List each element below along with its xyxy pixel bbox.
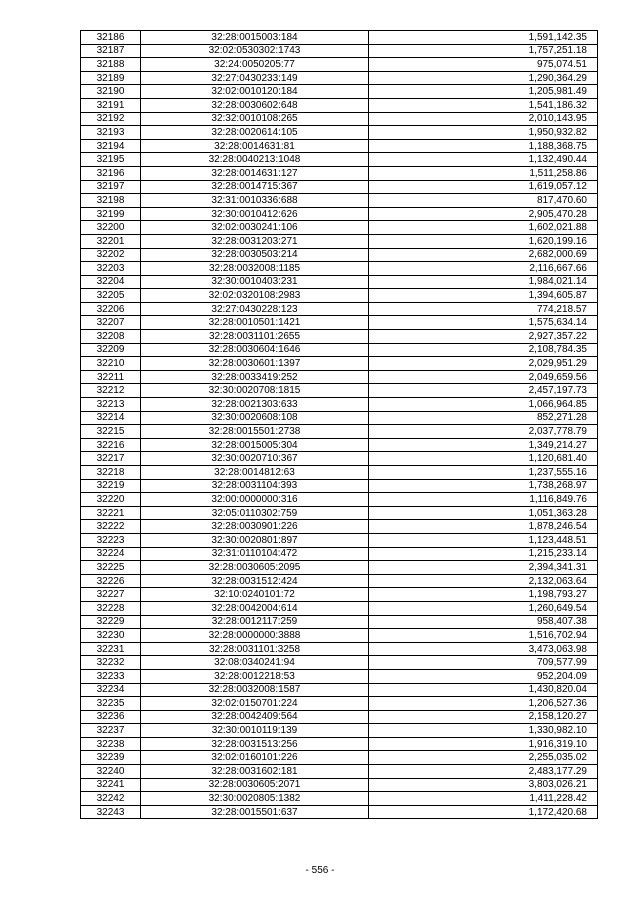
cadastral-value-cell: 2,049,659.56 <box>369 370 598 384</box>
row-number-cell: 32241 <box>81 778 141 792</box>
row-number-cell: 32191 <box>81 98 141 112</box>
cadastral-value-cell: 852,271.28 <box>369 411 598 425</box>
row-number-cell: 32229 <box>81 615 141 629</box>
row-number-cell: 32186 <box>81 31 141 45</box>
row-number-cell: 32199 <box>81 207 141 221</box>
cadastral-value-cell: 1,516,702.94 <box>369 629 598 643</box>
row-number-cell: 32222 <box>81 520 141 534</box>
cadastral-value-cell: 1,757,251.18 <box>369 44 598 58</box>
table-row <box>81 438 598 452</box>
row-number-cell: 32239 <box>81 751 141 765</box>
cadastral-value-cell: 1,120,681.40 <box>369 452 598 466</box>
row-number-cell: 32201 <box>81 234 141 248</box>
cadastral-value-cell: 1,123,448.51 <box>369 533 598 547</box>
row-number-cell: 32197 <box>81 180 141 194</box>
table-row <box>81 751 598 765</box>
cadastral-number-cell: 32:30:0020710:367 <box>141 452 369 466</box>
row-number-cell: 32231 <box>81 642 141 656</box>
table-row <box>81 289 598 303</box>
cadastral-value-cell: 1,620,199.16 <box>369 234 598 248</box>
cadastral-number-cell: 32:28:0000000:3888 <box>141 629 369 643</box>
cadastral-value-cell: 2,255,035.02 <box>369 751 598 765</box>
cadastral-value-cell: 2,927,357.22 <box>369 330 598 344</box>
table-row <box>81 615 598 629</box>
row-number-cell: 32219 <box>81 479 141 493</box>
table-row <box>81 126 598 140</box>
cadastral-value-cell: 1,430,820.04 <box>369 683 598 697</box>
cadastral-value-cell: 817,470.60 <box>369 194 598 208</box>
row-number-cell: 32190 <box>81 85 141 99</box>
row-number-cell: 32236 <box>81 710 141 724</box>
cadastral-number-cell: 32:28:0032008:1587 <box>141 683 369 697</box>
cadastral-value-cell: 3,473,063.98 <box>369 642 598 656</box>
cadastral-number-cell: 32:10:0240101:72 <box>141 588 369 602</box>
table-row <box>81 710 598 724</box>
cadastral-value-cell: 2,158,120.27 <box>369 710 598 724</box>
cadastral-value-cell: 709,577.99 <box>369 656 598 670</box>
cadastral-number-cell: 32:27:0430228:123 <box>141 302 369 316</box>
cadastral-value-cell: 1,260,649.54 <box>369 601 598 615</box>
table-row <box>81 452 598 466</box>
cadastral-number-cell: 32:31:0110104:472 <box>141 547 369 561</box>
cadastral-value-cell: 1,878,246.54 <box>369 520 598 534</box>
cadastral-value-cell: 1,198,793.27 <box>369 588 598 602</box>
cadastral-value-cell: 1,116,849.76 <box>369 493 598 507</box>
table-row <box>81 166 598 180</box>
table-row <box>81 765 598 779</box>
cadastral-number-cell: 32:28:0014631:127 <box>141 166 369 180</box>
table-row <box>81 574 598 588</box>
page-number: - 556 - <box>305 865 335 876</box>
cadastral-value-cell: 1,738,268.97 <box>369 479 598 493</box>
cadastral-number-cell: 32:28:0030503:214 <box>141 248 369 262</box>
cadastral-value-cell: 2,108,784.35 <box>369 343 598 357</box>
row-number-cell: 32216 <box>81 438 141 452</box>
row-number-cell: 32206 <box>81 302 141 316</box>
cadastral-value-cell: 1,215,233.14 <box>369 547 598 561</box>
cadastral-value-cell: 1,984,021.14 <box>369 275 598 289</box>
cadastral-number-cell: 32:28:0040213:1048 <box>141 153 369 167</box>
row-number-cell: 32203 <box>81 262 141 276</box>
row-number-cell: 32240 <box>81 765 141 779</box>
cadastral-value-cell: 3,803,026.21 <box>369 778 598 792</box>
cadastral-number-cell: 32:02:0530302:1743 <box>141 44 369 58</box>
cadastral-value-cell: 1,916,319.10 <box>369 737 598 751</box>
table-row <box>81 805 598 819</box>
cadastral-number-cell: 32:27:0430233:149 <box>141 71 369 85</box>
cadastral-number-cell: 32:28:0031512:424 <box>141 574 369 588</box>
cadastral-value-cell: 2,682,000.69 <box>369 248 598 262</box>
table-row <box>81 207 598 221</box>
cadastral-value-cell: 1,575,634.14 <box>369 316 598 330</box>
cadastral-value-cell: 1,619,057.12 <box>369 180 598 194</box>
row-number-cell: 32230 <box>81 629 141 643</box>
row-number-cell: 32207 <box>81 316 141 330</box>
cadastral-number-cell: 32:28:0031101:3258 <box>141 642 369 656</box>
cadastral-value-cell: 1,591,142.35 <box>369 31 598 45</box>
cadastral-number-cell: 32:28:0031513:256 <box>141 737 369 751</box>
cadastral-number-cell: 32:28:0015003:184 <box>141 31 369 45</box>
cadastral-number-cell: 32:28:0030602:648 <box>141 98 369 112</box>
table-row <box>81 629 598 643</box>
row-number-cell: 32209 <box>81 343 141 357</box>
row-number-cell: 32218 <box>81 466 141 480</box>
cadastral-number-cell: 32:02:0010120:184 <box>141 85 369 99</box>
table-row <box>81 262 598 276</box>
cadastral-value-cell: 1,541,186.32 <box>369 98 598 112</box>
cadastral-value-cell: 1,511,258.86 <box>369 166 598 180</box>
row-number-cell: 32211 <box>81 370 141 384</box>
table-row <box>81 737 598 751</box>
cadastral-value-cell: 958,407.38 <box>369 615 598 629</box>
cadastral-number-cell: 32:28:0030601:1397 <box>141 357 369 371</box>
cadastral-number-cell: 32:08:0340241:94 <box>141 656 369 670</box>
table-row <box>81 411 598 425</box>
row-number-cell: 32212 <box>81 384 141 398</box>
cadastral-value-cell: 774,218.57 <box>369 302 598 316</box>
row-number-cell: 32243 <box>81 805 141 819</box>
cadastral-number-cell: 32:30:0020708:1815 <box>141 384 369 398</box>
table-row <box>81 85 598 99</box>
row-number-cell: 32213 <box>81 398 141 412</box>
cadastral-value-cell: 1,290,364.29 <box>369 71 598 85</box>
row-number-cell: 32232 <box>81 656 141 670</box>
table-row <box>81 153 598 167</box>
row-number-cell: 32187 <box>81 44 141 58</box>
row-number-cell: 32225 <box>81 561 141 575</box>
cadastral-number-cell: 32:28:0030605:2071 <box>141 778 369 792</box>
cadastral-number-cell: 32:28:0012117:259 <box>141 615 369 629</box>
row-number-cell: 32217 <box>81 452 141 466</box>
row-number-cell: 32233 <box>81 669 141 683</box>
table-row <box>81 588 598 602</box>
cadastral-value-cell: 2,029,951.29 <box>369 357 598 371</box>
table-row <box>81 248 598 262</box>
cadastral-number-cell: 32:02:0030241:106 <box>141 221 369 235</box>
row-number-cell: 32242 <box>81 792 141 806</box>
cadastral-number-cell: 32:28:0014715:367 <box>141 180 369 194</box>
table-row <box>81 234 598 248</box>
cadastral-number-cell: 32:28:0042409:564 <box>141 710 369 724</box>
cadastral-value-cell: 1,188,368.75 <box>369 139 598 153</box>
cadastral-number-cell: 32:28:0015005:304 <box>141 438 369 452</box>
cadastral-number-cell: 32:28:0033419:252 <box>141 370 369 384</box>
row-number-cell: 32224 <box>81 547 141 561</box>
table-row <box>81 302 598 316</box>
cadastral-value-cell: 1,237,555.16 <box>369 466 598 480</box>
cadastral-number-cell: 32:00:0000000:316 <box>141 493 369 507</box>
row-number-cell: 32208 <box>81 330 141 344</box>
row-number-cell: 32196 <box>81 166 141 180</box>
table-row <box>81 601 598 615</box>
cadastral-number-cell: 32:32:0010108:265 <box>141 112 369 126</box>
table-row <box>81 98 598 112</box>
table-row <box>81 275 598 289</box>
cadastral-value-cell: 2,132,063.64 <box>369 574 598 588</box>
table-row <box>81 642 598 656</box>
cadastral-value-cell: 1,330,982.10 <box>369 724 598 738</box>
table-row <box>81 343 598 357</box>
table-row <box>81 180 598 194</box>
cadastral-value-cell: 2,037,778.79 <box>369 425 598 439</box>
row-number-cell: 32237 <box>81 724 141 738</box>
row-number-cell: 32235 <box>81 697 141 711</box>
table-row <box>81 683 598 697</box>
cadastral-value-cell: 952,204.09 <box>369 669 598 683</box>
cadastral-value-cell: 1,206,527.36 <box>369 697 598 711</box>
cadastral-number-cell: 32:05:0110302:759 <box>141 506 369 520</box>
row-number-cell: 32234 <box>81 683 141 697</box>
row-number-cell: 32238 <box>81 737 141 751</box>
table-row <box>81 194 598 208</box>
cadastral-number-cell: 32:28:0014631:81 <box>141 139 369 153</box>
row-number-cell: 32215 <box>81 425 141 439</box>
row-number-cell: 32228 <box>81 601 141 615</box>
cadastral-number-cell: 32:02:0320108:2983 <box>141 289 369 303</box>
table-row <box>81 561 598 575</box>
cadastral-number-cell: 32:28:0030605:2095 <box>141 561 369 575</box>
table-row <box>81 357 598 371</box>
row-number-cell: 32205 <box>81 289 141 303</box>
row-number-cell: 32221 <box>81 506 141 520</box>
cadastral-number-cell: 32:30:0010119:139 <box>141 724 369 738</box>
row-number-cell: 32214 <box>81 411 141 425</box>
cadastral-value-cell: 1,132,490.44 <box>369 153 598 167</box>
cadastral-number-cell: 32:28:0032008:1185 <box>141 262 369 276</box>
cadastral-number-cell: 32:02:0160101:226 <box>141 751 369 765</box>
table-row <box>81 778 598 792</box>
cadastral-value-cell: 2,394,341.31 <box>369 561 598 575</box>
cadastral-value-cell: 1,349,214.27 <box>369 438 598 452</box>
cadastral-number-cell: 32:28:0042004:614 <box>141 601 369 615</box>
cadastral-number-cell: 32:28:0030604:1646 <box>141 343 369 357</box>
table-row <box>81 425 598 439</box>
row-number-cell: 32202 <box>81 248 141 262</box>
cadastral-number-cell: 32:30:0020608:108 <box>141 411 369 425</box>
table-row <box>81 656 598 670</box>
cadastral-value-cell: 1,205,981.49 <box>369 85 598 99</box>
row-number-cell: 32227 <box>81 588 141 602</box>
cadastral-value-cell: 1,066,964.85 <box>369 398 598 412</box>
table-row <box>81 384 598 398</box>
cadastral-number-cell: 32:28:0015501:2738 <box>141 425 369 439</box>
row-number-cell: 32189 <box>81 71 141 85</box>
cadastral-number-cell: 32:28:0021303:633 <box>141 398 369 412</box>
table-row <box>81 479 598 493</box>
table-row <box>81 493 598 507</box>
cadastral-value-cell: 2,010,143.95 <box>369 112 598 126</box>
table-row <box>81 71 598 85</box>
cadastral-number-cell: 32:24:0050205:77 <box>141 58 369 72</box>
table-row <box>81 139 598 153</box>
table-row <box>81 547 598 561</box>
cadastral-number-cell: 32:28:0031203:271 <box>141 234 369 248</box>
cadastral-number-cell: 32:28:0031602:181 <box>141 765 369 779</box>
row-number-cell: 32194 <box>81 139 141 153</box>
cadastral-number-cell: 32:30:0010412:626 <box>141 207 369 221</box>
table-row <box>81 669 598 683</box>
row-number-cell: 32198 <box>81 194 141 208</box>
cadastral-number-cell: 32:02:0150701:224 <box>141 697 369 711</box>
cadastral-number-cell: 32:28:0010501:1421 <box>141 316 369 330</box>
row-number-cell: 32220 <box>81 493 141 507</box>
row-number-cell: 32210 <box>81 357 141 371</box>
row-number-cell: 32204 <box>81 275 141 289</box>
cadastral-value-cell: 2,116,667.66 <box>369 262 598 276</box>
cadastral-value-cell: 1,051,363.28 <box>369 506 598 520</box>
cadastral-value-table <box>80 30 598 819</box>
table-row <box>81 31 598 45</box>
cadastral-number-cell: 32:28:0012218:53 <box>141 669 369 683</box>
cadastral-value-cell: 1,172,420.68 <box>369 805 598 819</box>
cadastral-value-cell: 1,411,228.42 <box>369 792 598 806</box>
cadastral-value-cell: 1,394,605.87 <box>369 289 598 303</box>
table-row <box>81 520 598 534</box>
table-row <box>81 330 598 344</box>
cadastral-value-cell: 1,602,021.88 <box>369 221 598 235</box>
row-number-cell: 32200 <box>81 221 141 235</box>
cadastral-value-cell: 2,457,197.73 <box>369 384 598 398</box>
cadastral-value-cell: 2,483,177.29 <box>369 765 598 779</box>
table-row <box>81 221 598 235</box>
cadastral-value-cell: 2,905,470.28 <box>369 207 598 221</box>
row-number-cell: 32223 <box>81 533 141 547</box>
row-number-cell: 32193 <box>81 126 141 140</box>
cadastral-number-cell: 32:31:0010336:688 <box>141 194 369 208</box>
cadastral-value-cell: 975,074.51 <box>369 58 598 72</box>
table-row <box>81 44 598 58</box>
table-row <box>81 466 598 480</box>
cadastral-number-cell: 32:28:0020614:105 <box>141 126 369 140</box>
row-number-cell: 32195 <box>81 153 141 167</box>
table-row <box>81 533 598 547</box>
row-number-cell: 32188 <box>81 58 141 72</box>
table-row <box>81 398 598 412</box>
cadastral-number-cell: 32:30:0020805:1382 <box>141 792 369 806</box>
cadastral-number-cell: 32:28:0030901:226 <box>141 520 369 534</box>
table-body <box>81 31 598 819</box>
table-row <box>81 370 598 384</box>
cadastral-number-cell: 32:30:0010403:231 <box>141 275 369 289</box>
table-row <box>81 58 598 72</box>
table-row <box>81 724 598 738</box>
table-row <box>81 697 598 711</box>
table-row <box>81 792 598 806</box>
cadastral-number-cell: 32:28:0031104:393 <box>141 479 369 493</box>
row-number-cell: 32226 <box>81 574 141 588</box>
table-row <box>81 506 598 520</box>
table-row <box>81 316 598 330</box>
table-row <box>81 112 598 126</box>
cadastral-number-cell: 32:30:0020801:897 <box>141 533 369 547</box>
cadastral-number-cell: 32:28:0015501:637 <box>141 805 369 819</box>
cadastral-value-cell: 1,950,932.82 <box>369 126 598 140</box>
cadastral-number-cell: 32:28:0014812:63 <box>141 466 369 480</box>
cadastral-number-cell: 32:28:0031101:2655 <box>141 330 369 344</box>
row-number-cell: 32192 <box>81 112 141 126</box>
